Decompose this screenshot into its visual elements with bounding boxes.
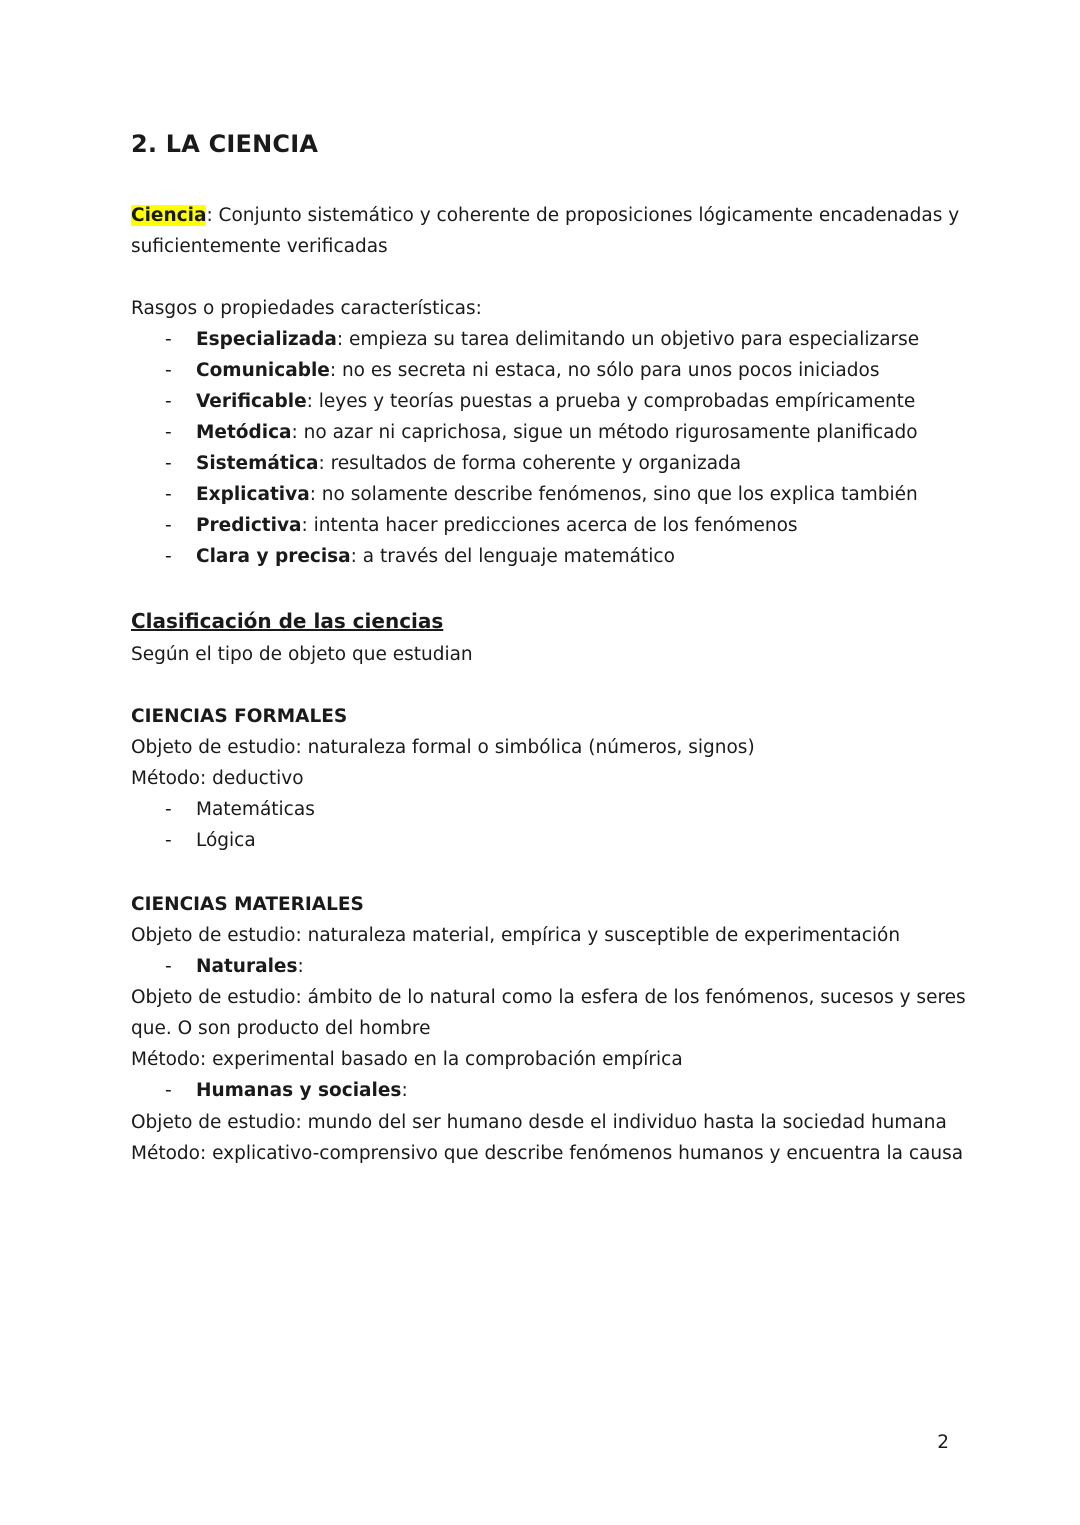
bullet-dash: -: [165, 799, 172, 820]
formales-heading: CIENCIAS FORMALES: [131, 706, 348, 727]
naturales-term: Naturales: [196, 956, 298, 977]
trait-term: Comunicable: [196, 360, 330, 381]
formales-item: Lógica: [196, 830, 256, 851]
humanas-colon: :: [401, 1080, 408, 1101]
trait-text: : intenta hacer predicciones acerca de los fenómenos: [301, 515, 798, 536]
trait-term: Clara y precisa: [196, 546, 351, 567]
bullet-dash: -: [165, 956, 172, 977]
trait-term: Metódica: [196, 422, 292, 443]
trait-term: Explicativa: [196, 484, 310, 505]
bullet-dash: -: [165, 1080, 172, 1101]
bullet-dash: -: [165, 391, 172, 412]
list-item: [165, 324, 919, 355]
trait-text: : no es secreta ni estaca, no sólo para unos pocos iniciados: [329, 360, 880, 381]
list-item: [165, 448, 741, 479]
bullet-dash: -: [165, 515, 172, 536]
trait-term: Verificable: [196, 391, 307, 412]
trait-text: : no solamente describe fenómenos, sino que los explica también: [309, 484, 918, 505]
humanas-object: Objeto de estudio: mundo del ser humano desde el individuo hasta la sociedad humana: [131, 1112, 947, 1133]
humanas-term: Humanas y sociales: [196, 1080, 402, 1101]
trait-text: : empieza su tarea delimitando un objetivo para especializarse: [336, 329, 920, 350]
definition-text: : Conjunto sistemático y coherente de proposiciones lógicamente encadenadas y: [206, 205, 960, 226]
classification-subtitle: Según el tipo de objeto que estudian: [131, 644, 473, 665]
classification-heading: Clasificación de las ciencias: [131, 609, 444, 633]
bullet-dash: -: [165, 453, 172, 474]
page-number: 2: [937, 1432, 949, 1453]
list-item: [165, 510, 798, 541]
list-item: [165, 479, 918, 510]
list-item: [165, 417, 918, 448]
page-title: 2. LA CIENCIA: [131, 130, 319, 158]
bullet-dash: -: [165, 830, 172, 851]
list-item: [165, 355, 879, 386]
trait-term: Sistemática: [196, 453, 319, 474]
naturales-object-line-2: que. O son producto del hombre: [131, 1018, 431, 1039]
bullet-dash: -: [165, 546, 172, 567]
materiales-heading: CIENCIAS MATERIALES: [131, 894, 364, 915]
naturales-object-line-1: Objeto de estudio: ámbito de lo natural como la esfera de los fenómenos, sucesos y seres: [131, 987, 966, 1008]
trait-text: : leyes y teorías puestas a prueba y comprobadas empíricamente: [306, 391, 916, 412]
bullet-dash: -: [165, 484, 172, 505]
naturales-colon: :: [297, 956, 304, 977]
naturales-method: Método: experimental basado en la comprobación empírica: [131, 1049, 683, 1070]
trait-term: Predictiva: [196, 515, 302, 536]
formales-item: Matemáticas: [196, 799, 315, 820]
list-item: [165, 951, 304, 982]
humanas-method: Método: explicativo-comprensivo que describe fenómenos humanos y encuentra la causa: [131, 1143, 964, 1164]
list-item: [165, 794, 315, 825]
list-item: [165, 825, 256, 856]
materiales-object: Objeto de estudio: naturaleza material, empírica y susceptible de experimentación: [131, 925, 901, 946]
bullet-dash: -: [165, 329, 172, 350]
bullet-dash: -: [165, 422, 172, 443]
definition-line-1: [131, 200, 959, 231]
trait-text: : resultados de forma coherente y organizada: [318, 453, 742, 474]
list-item: [165, 386, 915, 417]
formales-method: Método: deductivo: [131, 768, 304, 789]
trait-text: : no azar ni caprichosa, sigue un método rigurosamente planificado: [291, 422, 918, 443]
bullet-dash: -: [165, 360, 172, 381]
definition-line-2: suficientemente verificadas: [131, 236, 388, 257]
definition-term: Ciencia: [131, 205, 207, 226]
traits-intro: Rasgos o propiedades características:: [131, 298, 482, 319]
list-item: [165, 1075, 408, 1106]
trait-text: : a través del lenguaje matemático: [350, 546, 675, 567]
list-item: [165, 541, 675, 572]
formales-object: Objeto de estudio: naturaleza formal o simbólica (números, signos): [131, 737, 755, 758]
trait-term: Especializada: [196, 329, 337, 350]
